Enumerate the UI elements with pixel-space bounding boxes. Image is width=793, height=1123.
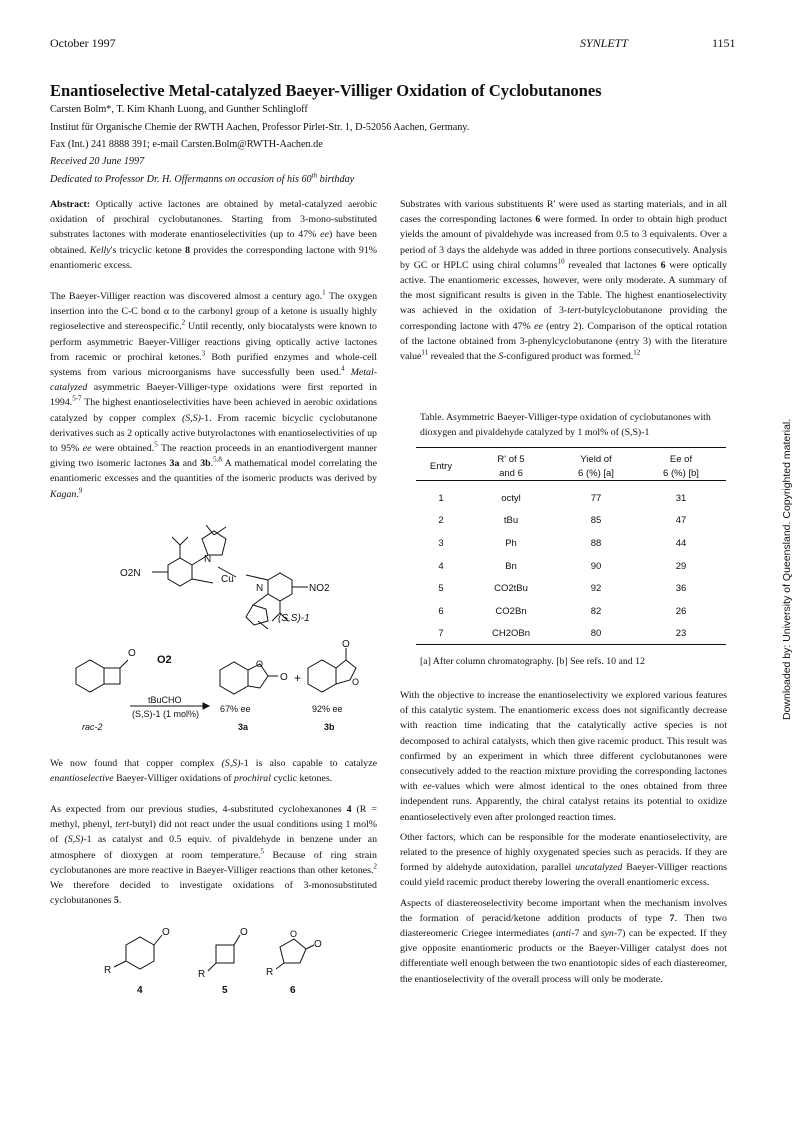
download-notice: Downloaded by: University of Queensland. Copyrighted material. — [781, 418, 793, 720]
r-label-5: R — [198, 969, 206, 980]
label-rac-2: rac-2 — [82, 722, 103, 732]
cu-label: Cu — [221, 574, 234, 585]
table-row: 7 CH2OBn 80 23 — [438, 628, 687, 640]
label-6: 6 — [290, 985, 296, 996]
col-header-yield-sub: 6 (%) [a] — [578, 467, 614, 479]
col-header-entry: Entry — [429, 460, 453, 472]
factors-paragraph: Other factors, which can be responsible for the moderate enantioselectivity, are related to the presence of highly oxygenated species such as peracids. If they are formed by aldehyde autoxidation, parallel uncatalyzed Baeyer-Villiger reactions could yield racemic product thereby lowering the overall enantiomeric excess. — [400, 831, 727, 889]
received-date: Received 20 June 1997 — [50, 156, 145, 167]
lactone-6-carbonyl-o: O — [314, 939, 322, 950]
lactone-3a-hexane — [220, 662, 248, 694]
right-column-top: Substrates with various substituents R' were used as starting materials, and in all cases the corresponding lactones 6 were formed. In order to obtain high product yields the amount of pivaldehyde was increased from 0.5 to 3 equivalents. Over a period of 3 days the aldehyde was added in three portions consecutively. Analysis by GC or HPLC using chiral columns$^{10}$ revealed that lactones 6 were optically active. The enantiomeric excesses, however, were only moderate. A summary of the most significant results is given in the Table. The highest enantioselectivity was achieved in the oxidation of 3-tert-butylcyclobutanone providing the corresponding lactone with 47% ee (entry 2). Comparison of the optical rotation of the lactone obtained from 3-phenylcyclobutanone (entry 3) with the literature value$^{11}$ revealed that the S-configured product was formed.$^{12}$ — [400, 199, 728, 363]
ketone-oxygen: O — [128, 648, 136, 659]
lactone-3b-hexane — [308, 660, 336, 692]
contact: Fax (Int.) 241 8888 391; e-mail Carsten.Bolm@RWTH-Aachen.de — [50, 139, 323, 150]
cyclobutanone-5-ring — [216, 945, 234, 963]
substrate-structures — [100, 925, 330, 1025]
copper-paragraph: We now found that copper complex (S,S)-1 is also capable to catalyze enantioselective Baeyer-Villiger oxidations of prochiral cyclic ketones. — [50, 758, 377, 785]
affiliation: Institut für Organische Chemie der RWTH Aachen, Professor Pirlet-Str. 1, D-52056 Aachen, Germany. — [50, 122, 470, 133]
col-header-ee-sub: 6 (%) [b] — [663, 467, 699, 479]
o2-label: O2 — [157, 654, 172, 666]
table-row: 5 CO2tBu 92 36 — [438, 583, 687, 595]
cyclohexanone-paragraph: As expected from our previous studies, 4-substituted cyclohexanones 4 (R = methyl, phenyl, tert-butyl) did not react under the usual conditions using 1 mol% of (S,S)-1 as catalyst and 0.5 equiv. of pivaldehyde in benzene under an atmosphere of dioxygen at room temperature.$^5$ Because of ring strain cyclobutanones are more reactive in Baeyer-Villiger reactions than other ketones.$^2$ We therefore decided to investigate oxidations of 3-monosubstituted cyclobutanones 5. — [50, 804, 378, 907]
header-journal: SYNLETT — [580, 36, 629, 50]
label-3a: 3a — [238, 722, 249, 732]
table-row: 1 octyl 77 31 — [438, 492, 687, 504]
ketone-4-oxygen: O — [162, 927, 170, 938]
lactone-6-ring — [280, 939, 306, 963]
paper-title: Enantioselective Metal-catalyzed Baeyer-Villiger Oxidation of Cyclobutanones — [50, 81, 602, 100]
catalyst-label: (S,S)-1 — [278, 613, 310, 624]
col-header-ee: Ee of — [669, 453, 693, 465]
lactone-3a-ring-o: O — [256, 659, 264, 669]
label-4: 4 — [137, 985, 143, 996]
label-5: 5 — [222, 985, 228, 996]
authors: Carsten Bolm*, T. Kim Khanh Luong, and Gunther Schlingloff — [50, 104, 308, 115]
objective-paragraph: With the objective to increase the enantioselectivity we explored various features of this catalytic system. The enantiomeric excess does not significantly decrease with reaction time indicating that the catalytically active species is not decomposed to achiral catalysts, which then give racemic product. This result was confirmed by an experiment in which three different cyclobutanones were consecutively added to the reaction mixture providing the corresponding lactones with ee-values which were almost identical to the ones obtained from three independent runs. Apparently, the chiral catalyst retains its potential to oxidize enantioselectively even after prolonged reaction times. — [400, 690, 727, 823]
table-caption: Table. Asymmetric Baeyer-Villiger-type oxidation of cyclobutanones with dioxygen and pivaldehyde catalyzed by 1 mol% of (S,S)-1 — [420, 412, 711, 438]
bicyclic-cyclohexane — [76, 660, 104, 692]
left-aryl-ring — [168, 558, 192, 586]
lactone-6-ring-o: O — [290, 929, 298, 939]
reagent-label: tBuCHO — [148, 695, 182, 705]
ketone-5-oxygen: O — [240, 927, 248, 938]
right-column-bottom — [400, 688, 727, 987]
table-top-rule — [416, 447, 726, 448]
diastereoselectivity-paragraph: Aspects of diastereoselectivity become important when the mechanism involves the formation of peracid/ketone addition products of type 7. Then two diastereomeric Criegee intermediates (anti-7 and syn-7) can be expected. If they give opposite enantiomeric products or the Baeyer-Villiger catalyst does not differentiate well enough between the two enantiotopic sides of each diastereomer, the enantioselectivity of the overall process will only be moderate. — [400, 897, 728, 985]
cyclobutanone-ring — [104, 668, 120, 684]
n-label-top: N — [204, 554, 212, 565]
table-footnote: [a] After column chromatography. [b] See refs. 10 and 12 — [420, 656, 645, 667]
header-date: October 1997 — [50, 36, 116, 50]
col-header-yield: Yield of — [580, 453, 612, 465]
table-row: 6 CO2Bn 82 26 — [438, 605, 687, 617]
catalyst-loading-label: (S,S)-1 (1 mol%) — [132, 709, 200, 719]
ee-3a: 67% ee — [220, 704, 251, 714]
table-row: 2 tBu 85 47 — [438, 515, 687, 527]
col-header-r-sub: and 6 — [499, 467, 523, 479]
lactone-3b-ring-o: O — [352, 677, 360, 687]
cyclohexanone-4-ring — [126, 937, 154, 969]
o2n-label: O2N — [120, 568, 141, 579]
plus-sign: + — [294, 671, 302, 685]
left-column — [50, 197, 377, 512]
col-header-r: R' of 5 — [497, 453, 525, 465]
ee-3b: 92% ee — [312, 704, 343, 714]
intro-paragraph: The Baeyer-Villiger reaction was discovered almost a century ago.$^1$ The oxygen insertion into the C-C bond α to the carbonyl group of a ketone is usually highly regioselective and stereospecific.$^2$ Until recently, only biocatalysts were known to perform asymmetric Baeyer-Villiger reactions giving optically active lactones from racemic or prochiral ketones.$^3$ Both purified enzymes and whole-cell systems from various microorganisms have successfully been used.$^4$ Metal-catalyzed asymmetric Baeyer-Villiger-type oxidations were first reported in 1994.$^{5-7}$ The highest enantioselectivities have been achieved in aerobic oxidations catalyzed by copper complex (S,S)-1. From racemic bicyclic cyclobutanone derivatives such as 2 optically active butyrolactones with enantioselectivities of up to 95% ee were obtained.$^5$ The reaction proceeds in an enantiodivergent manner giving two isomeric lactones 3a and 3b.$^{5,8}$ A mathematical model correlating the enantiomeric excesses and the quantities of the isomeric products was derived by Kagan.$^9$ — [50, 288, 378, 500]
header-page-number: 1151 — [712, 36, 736, 50]
label-3b: 3b — [324, 722, 335, 732]
table-row: 4 Bn 90 29 — [438, 560, 687, 572]
catalyst-structure — [118, 525, 348, 630]
no2-label: NO2 — [309, 583, 330, 594]
right-aryl-ring — [268, 573, 292, 601]
lactone-3b-carbonyl-o: O — [342, 640, 350, 650]
reaction-scheme — [60, 640, 380, 735]
r-label-4: R — [104, 965, 112, 976]
lactone-3a-carbonyl-o: O — [280, 672, 288, 683]
r-label-6: R — [266, 967, 274, 978]
n-label-bottom: N — [256, 583, 264, 594]
abstract: Abstract: Optically active lactones are obtained by metal-catalyzed aerobic oxidation of prochiral cyclobutanones. Starting from 3-mono-substituted substrates lactones with moderate enantioselectivities (up to 47% ee) have been obtained. Kelly's tricyclic ketone 8 provides the corresponding lactone with 91% enantiomeric excess. — [50, 199, 377, 271]
results-table — [416, 452, 726, 645]
table-row: 3 Ph 88 44 — [438, 537, 687, 549]
dedication: Dedicated to Professor Dr. H. Offermanns on occasion of his 60th birthday — [50, 171, 355, 185]
